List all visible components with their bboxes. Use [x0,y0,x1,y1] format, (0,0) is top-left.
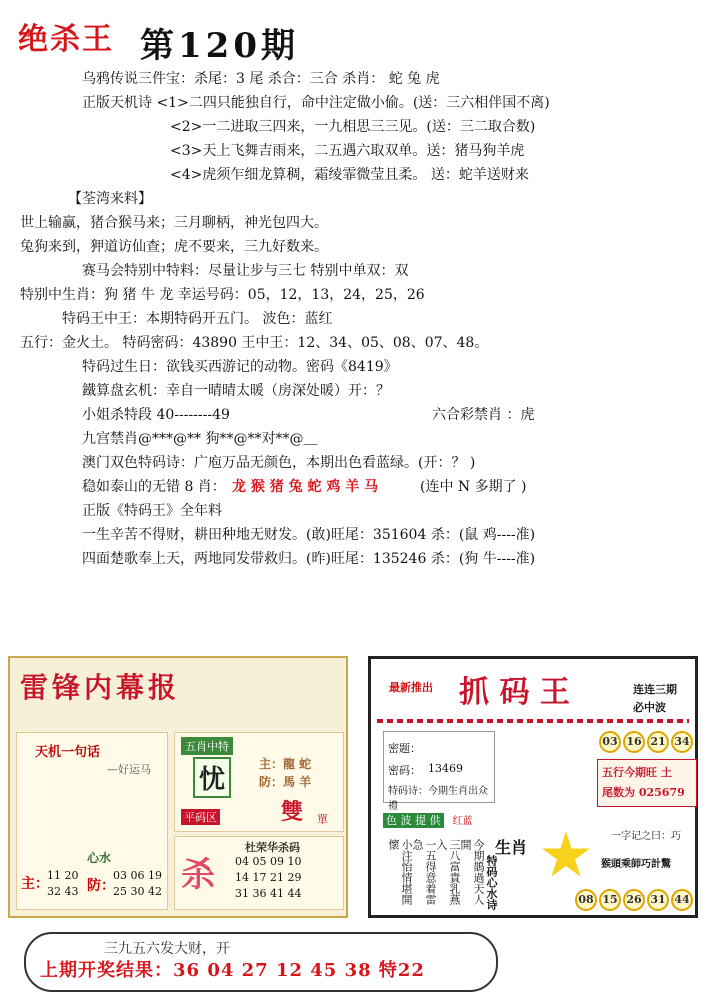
number-ball: 31 [647,889,669,911]
right-panel [368,656,698,918]
code2-label: 密码： [388,764,421,777]
text-line: 乌鸦传说三件宝：杀尾：3 尾 杀合：三合 杀肖： 蛇 兔 虎 [82,71,440,87]
issue-number: 第120期 [140,26,299,66]
number-ball: 44 [671,889,693,911]
sub-panel-left [16,732,168,910]
text-line: <4>虎须乍细龙算稠，霜绫霏微莹且柔。 送：蛇羊送财来 [170,167,529,183]
text-line: 世上输赢，猪合猴马来；三月聊柄，神光包四大。 [20,215,328,231]
sha-nums-row: 04 05 09 10 [235,855,302,868]
zhu-nums: 11 20 [47,869,79,882]
quote: 一字记之曰：巧 [611,831,681,842]
zodiac-label: 心水 [87,851,112,865]
text-line: 九宫禁肖@***@** 狗**@**对**@＿ [82,431,318,447]
shengxiao-label: 生肖 [495,838,528,857]
text-line: <2>一二进取三四来，一九相思三三见。(送：三二取合数) [170,119,536,135]
left-sub: —好运马 [107,763,151,776]
double-char: 雙 [281,799,304,825]
text-line: 稳如泰山的无错 8 肖： [82,479,226,495]
big-char: 忧 [193,757,231,798]
hint: 猴頭乘師巧計驚 [601,859,671,870]
text-line: 正版天机诗 <1>二四只能独自行，命中注定做小偷。(送：三六相伴国不离) [82,95,550,111]
row1-nums: 32 43 [47,885,79,898]
tag: 最新推出 [389,681,433,694]
poem-col: 一五得意着雷急 [411,839,437,905]
tema-line: 特码诗：今期生肖出众禮 [388,786,488,812]
sub2: 必中波 [633,701,666,714]
section-label: 【荃湾来料】 [68,191,152,207]
panel-title: 抓 码 王 [459,675,570,710]
brand-title: 绝杀王 [18,22,114,57]
number-ball: 26 [623,889,645,911]
sha-nums-row: 31 36 41 44 [235,887,302,900]
poem-label: 特码心水诗 [485,855,498,910]
text-line: 特别中生肖：狗 猪 牛 龙 幸运号码：05，12，13，24，25，26 [20,287,425,303]
dan-char: 單 [317,813,328,826]
balls-bottom [575,889,695,913]
wuxing-box [597,759,697,807]
divider [377,719,689,723]
number-ball: 34 [671,731,693,753]
highlight-zodiac: 龙 猴 猪 兔 蛇 鸡 羊 马 [232,479,379,495]
right-nums-2: 25 30 42 [113,885,162,898]
cloud-text: 三九五六发大财，开 [104,941,230,957]
text-line: 澳门双色特码诗：广庖万品无颜色，本期出色看蓝绿。(开：？ ) [82,455,476,471]
tail: 尾数为 025679 [602,786,685,799]
text-line: 鐵算盘玄机：幸自一晴晴太暖（房深处暖）开：？ [82,383,390,399]
sha-title: 杜荣华杀码 [245,841,300,854]
color-title: 色 波 提 供 [383,813,444,828]
text-line: 六合彩禁肖 ：虎 [432,407,535,423]
poem-col: 今期鵲過天人開 [459,839,485,905]
text-line: 特码王中王：本期特码开五门。 波色：蓝红 [62,311,333,327]
mid-title: 五肖中特 [181,737,233,755]
wuxing: 五行今期旺 土 [602,766,672,779]
number-ball: 03 [599,731,621,753]
code2-val: 13469 [428,762,463,775]
text-line: 四面楚歌奉上天，两地同发带救归。(昨)旺尾：135246 杀：(狗 牛----准) [82,551,536,567]
balls-top [599,731,695,755]
fang-label: 防： [87,878,115,894]
sha-nums-row: 14 17 21 29 [235,871,302,884]
poem-col: 三八富貴乳燕入 [435,839,461,905]
number-ball: 16 [623,731,645,753]
text-line: 正版《特码王》全年料 [82,503,222,519]
left-panel [8,656,348,918]
number-ball: 15 [599,889,621,911]
code-box [383,731,495,812]
text-line: (连中 N 多期了 ) [420,479,527,495]
poem-col: 小注怡情堪開懷 [387,839,413,905]
number-ball: 08 [575,889,597,911]
text-line: <3>天上飞舞吉雨来，二五遇六取双单。送：猪马狗羊虎 [170,143,525,159]
color-strip [383,809,503,829]
sha-char: 杀 [181,855,215,895]
sub1: 连连三期 [633,683,677,696]
zhu-label: 主： [21,876,49,892]
text-line: 一生辛苦不得财，耕田种地无财发。(敢)旺尾：351604 杀：(鼠 鸡----准) [82,527,536,543]
fang-r: 防：馬 羊 [259,775,312,789]
text-line: 赛马会特别中特料：尽量让步与三七 特别中单双：双 [82,263,409,279]
panel-title: 雷锋内幕报 [20,671,181,704]
text-line: 兔狗来到，狎道访仙查；虎不要来，三九好数来。 [20,239,328,255]
color-val: 红蓝 [452,816,473,827]
number-ball: 21 [647,731,669,753]
sub-panel-sha [174,836,344,910]
star-badge [541,831,591,881]
pingma-label: 平码区 [181,809,220,825]
right-nums-1: 03 06 19 [113,869,162,882]
code-label: 密题： [388,742,421,755]
text-line: 特码过生日：欲钱买西游记的动物。密码《8419》 [82,359,398,375]
text-line: 五行：金火土。 特码密码：43890 王中王：12、34、05、08、07、48。 [20,335,489,351]
sub-panel-mid [174,732,344,832]
last-result: 上期开奖结果：36 04 27 12 45 38 特22 [40,960,425,981]
text-line: 小姐杀特段 40--------49 [82,407,230,423]
left-title: 天机一句话 [35,745,101,760]
zhu-r: 主：龍 蛇 [259,757,312,771]
